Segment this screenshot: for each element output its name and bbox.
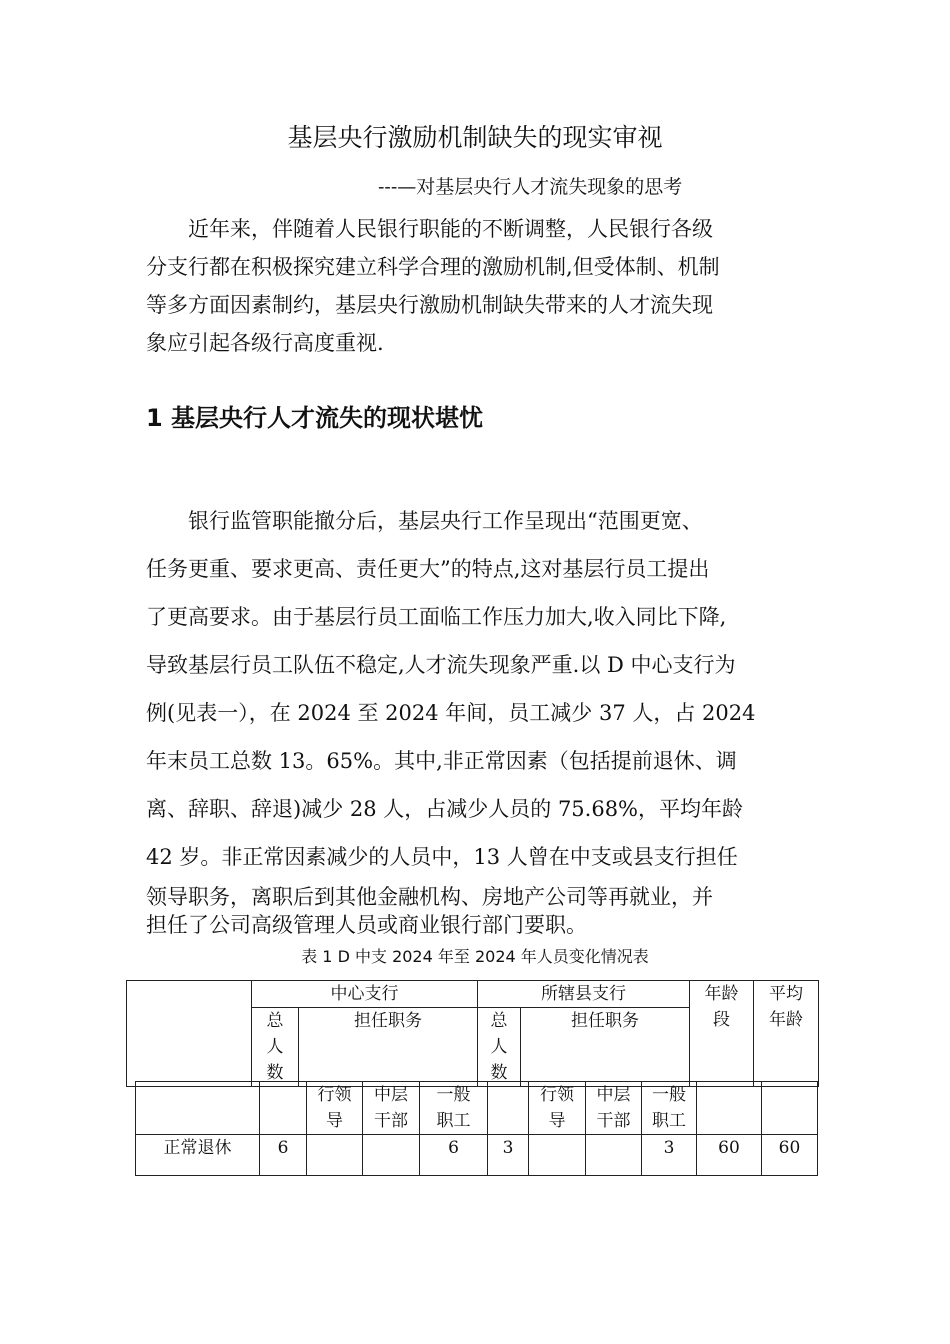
- county-leader-cell: [529, 1135, 586, 1176]
- county-staff-cell: 3: [642, 1135, 697, 1176]
- staff-change-table-header: [126, 980, 819, 1087]
- subheader-leader: 行领 导: [307, 1082, 363, 1135]
- central-leader-cell: [307, 1135, 363, 1176]
- body-line: 领导职务，离职后到其他金融机构、房地产公司等再就业，并: [146, 885, 713, 909]
- body-line: 年末员工总数 13。65%。其中,非正常因素（包括提前退休、调: [146, 749, 737, 773]
- central-mid-cell: [363, 1135, 420, 1176]
- subheader-blank: [762, 1082, 818, 1135]
- document-subtitle: ---—对基层央行人才流失现象的思考: [378, 176, 683, 198]
- age-band-header: 年龄 段: [690, 981, 754, 1087]
- avg-age-header: 平均 年龄: [754, 981, 819, 1087]
- intro-line: 象应引起各级行高度重视.: [146, 331, 384, 355]
- group-county-header: 所辖县支行: [478, 981, 690, 1008]
- table-row: [136, 1135, 818, 1176]
- subheader-staff: 一般 职工: [642, 1082, 697, 1135]
- row-label: 正常退休: [136, 1135, 260, 1176]
- body-line: 42 岁。非正常因素减少的人员中，13 人曾在中支或县支行担任: [146, 845, 738, 869]
- subheader-blank: [488, 1082, 529, 1135]
- avg-age-cell: 60: [762, 1135, 818, 1176]
- county-total-cell: 3: [488, 1135, 529, 1176]
- table-caption: 表 1 D 中支 2024 年至 2024 年人员变化情况表: [301, 947, 649, 966]
- subheader-staff: 一般 职工: [420, 1082, 488, 1135]
- county-position-header: 担任职务: [521, 1008, 690, 1087]
- age-band-cell: 60: [697, 1135, 762, 1176]
- body-line: 离、辞职、辞退)减少 28 人，占减少人员的 75.68%，平均年龄: [146, 797, 744, 821]
- document-title: 基层央行激励机制缺失的现实审视: [287, 123, 663, 152]
- intro-line: 分支行都在积极探究建立科学合理的激励机制,但受体制、机制: [146, 255, 720, 279]
- central-total-cell: 6: [260, 1135, 307, 1176]
- central-staff-cell: 6: [420, 1135, 488, 1176]
- central-position-header: 担任职务: [299, 1008, 478, 1087]
- body-line: 例(见表一），在 2024 至 2024 年间，员工减少 37 人，占 2024: [146, 701, 756, 725]
- subheader-mid: 中层 干部: [586, 1082, 642, 1135]
- county-mid-cell: [586, 1135, 642, 1176]
- group-central-header: 中心支行: [252, 981, 478, 1008]
- subheader-mid: 中层 干部: [363, 1082, 420, 1135]
- body-line: 导致基层行员工队伍不稳定,人才流失现象严重.以 D 中心支行为: [146, 653, 736, 677]
- subheader-leader: 行领 导: [529, 1082, 586, 1135]
- subheader-blank: [136, 1082, 260, 1135]
- row-label-header: [127, 981, 252, 1087]
- body-line: 任务更重、要求更高、责任更大”的特点,这对基层行员工提出: [146, 557, 710, 581]
- subheader-blank: [697, 1082, 762, 1135]
- body-line: 银行监管职能撤分后，基层央行工作呈现出“范围更宽、: [146, 509, 703, 533]
- intro-line: 等多方面因素制约，基层央行激励机制缺失带来的人才流失现: [146, 293, 713, 317]
- staff-change-table-body: [135, 1081, 818, 1176]
- county-total-header: 总 人 数: [478, 1008, 521, 1087]
- intro-line: 近年来，伴随着人民银行职能的不断调整，人民银行各级: [146, 217, 713, 241]
- body-line: 了更高要求。由于基层行员工面临工作压力加大,收入同比下降,: [146, 605, 727, 629]
- central-total-header: 总 人 数: [252, 1008, 299, 1087]
- body-line: 担任了公司高级管理人员或商业银行部门要职。: [146, 913, 587, 937]
- subheader-blank: [260, 1082, 307, 1135]
- section-heading: 1 基层央行人才流失的现状堪忧: [146, 404, 484, 432]
